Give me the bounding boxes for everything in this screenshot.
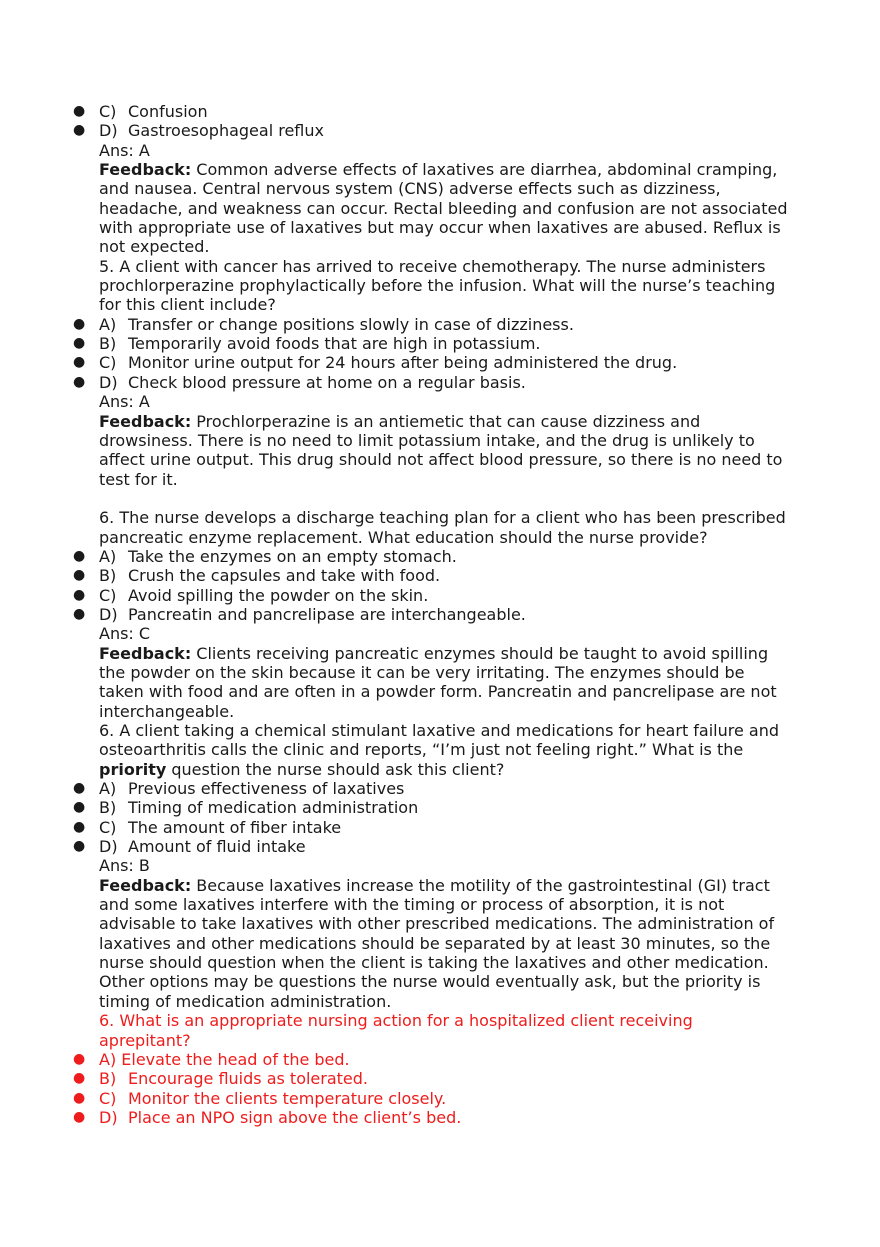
option-letter: C) — [99, 817, 117, 837]
feedback-label: Feedback: — [99, 875, 192, 895]
question-text: question the nurse should ask this client? — [166, 759, 505, 779]
bullet-icon: ● — [73, 1070, 86, 1087]
q5-option-b — [0, 334, 880, 353]
option-text: Take the enzymes on an empty stomach. — [128, 546, 457, 566]
q6a-option-c — [0, 586, 880, 605]
option-text: Encourage fluids as tolerated. — [128, 1069, 369, 1089]
option-letter: A) — [99, 779, 117, 799]
q6a-option-a — [0, 547, 880, 566]
q5-feedback — [0, 412, 880, 489]
option-letter: B) — [99, 334, 117, 354]
q6a-answer: Ans: C — [99, 624, 151, 644]
option-letter: B) — [99, 566, 117, 586]
q4-feedback — [0, 160, 880, 257]
q6b-option-d — [0, 837, 880, 856]
q6b-answer: Ans: B — [99, 856, 150, 876]
q6b-option-b — [0, 798, 880, 817]
option-text: Monitor urine output for 24 hours after being administered the drug. — [128, 353, 678, 373]
feedback-text: Common adverse effects of laxatives are diarrhea, abdominal cramping, and nausea. Central nervous system (CNS) adverse effects such as dizziness, headache, and weakness can occur. Rectal bleeding and confusion are not associated with appropriate use of laxatives but may occur when laxatives are abused. Reflux is not expected. — [99, 160, 788, 257]
feedback-text: Clients receiving pancreatic enzymes should be taught to avoid spilling the powder on the skin because it can be very irritating. The enzymes should be taken with food and are often in a powder form. Pancreatin and pancrelipase are not interchangeable. — [99, 643, 777, 721]
q5-option-c — [0, 353, 880, 372]
option-text: Amount of fluid intake — [128, 837, 306, 857]
option-letter: A) — [99, 1049, 117, 1069]
option-text: Monitor the clients temperature closely. — [128, 1088, 447, 1108]
bullet-icon: ● — [73, 547, 86, 564]
q6b-option-a — [0, 779, 880, 798]
bullet-icon: ● — [73, 103, 86, 119]
option-text: Gastroesophageal reflux — [128, 121, 324, 141]
feedback-label: Feedback: — [99, 411, 192, 431]
option-text: Pancreatin and pancrelipase are interchangeable. — [128, 604, 526, 624]
bullet-icon: ● — [73, 335, 86, 352]
q5-question: 5. A client with cancer has arrived to receive chemotherapy. The nurse administers prochlorperazine prophylactically before the infusion. What will the nurse’s teaching for this client include? — [99, 256, 776, 315]
option-text: The amount of fiber intake — [128, 817, 342, 837]
q6a-feedback — [0, 644, 880, 721]
q6c-option-d — [0, 1108, 880, 1127]
q6c-question: 6. What is an appropriate nursing action for a hospitalized client receiving aprepitant? — [99, 1011, 693, 1050]
option-letter: C) — [99, 1088, 117, 1108]
bullet-icon: ● — [73, 315, 86, 332]
spacer — [0, 489, 880, 508]
document-content — [0, 102, 880, 1127]
bullet-icon: ● — [73, 1108, 86, 1125]
option-letter: D) — [99, 1107, 118, 1127]
option-letter: D) — [99, 837, 118, 857]
q6a-option-d — [0, 605, 880, 624]
option-text: Elevate the head of the bed. — [121, 1049, 350, 1069]
bullet-icon: ● — [73, 780, 86, 797]
option-text: Place an NPO sign above the client’s bed. — [128, 1107, 462, 1127]
bullet-icon: ● — [73, 818, 86, 835]
q6c-option-c — [0, 1089, 880, 1108]
option-text: Confusion — [128, 102, 208, 121]
bullet-icon: ● — [73, 122, 86, 139]
bullet-icon: ● — [73, 567, 86, 584]
question-emphasis: priority — [99, 759, 167, 779]
option-text: Crush the capsules and take with food. — [128, 566, 441, 586]
q6c-option-b — [0, 1069, 880, 1088]
bullet-icon: ● — [73, 605, 86, 622]
bullet-icon: ● — [73, 1050, 86, 1067]
bullet-icon: ● — [73, 838, 86, 855]
option-text: Transfer or change positions slowly in case of dizziness. — [128, 314, 574, 334]
option-text: Avoid spilling the powder on the skin. — [128, 585, 429, 605]
q5-option-a — [0, 315, 880, 334]
option-letter: C) — [99, 353, 117, 373]
question-text: 6. A client taking a chemical stimulant laxative and medications for heart failure and osteoarthritis calls the clinic and reports, “I’m just not feeling right.” What is the — [99, 721, 780, 760]
option-text: Temporarily avoid foods that are high in potassium. — [128, 334, 541, 354]
option-letter: C) — [99, 102, 117, 121]
bullet-icon: ● — [73, 586, 86, 603]
option-letter: A) — [99, 546, 117, 566]
bullet-icon: ● — [73, 1089, 86, 1106]
feedback-text: Because laxatives increase the motility of the gastrointestinal (GI) tract and some laxatives interfere with the timing or process of absorption, it is not advisable to take laxatives with other prescribed medications. The administration of laxatives and other medications should be separated by at least 30 minutes, so the nurse should question when the client is taking the laxatives and other medication. Other options may be questions the nurse would eventually ask, but the priority is timing of medication administration. — [99, 875, 775, 1011]
q6c-option-a — [0, 1050, 880, 1069]
q4-option-d — [0, 121, 880, 140]
option-letter: B) — [99, 798, 117, 818]
feedback-label: Feedback: — [99, 643, 192, 663]
feedback-label: Feedback: — [99, 160, 192, 180]
q5-answer: Ans: A — [99, 392, 150, 412]
q6b-option-c — [0, 818, 880, 837]
q6b-question — [0, 721, 880, 779]
option-letter: B) — [99, 1069, 117, 1089]
option-text: Timing of medication administration — [128, 798, 419, 818]
option-letter: D) — [99, 372, 118, 392]
option-text: Previous effectiveness of laxatives — [128, 779, 405, 799]
bullet-icon: ● — [73, 799, 86, 816]
feedback-text: Prochlorperazine is an antiemetic that can cause dizziness and drowsiness. There is no need to limit potassium intake, and the drug is unlikely to affect urine output. This drug should not affect blood pressure, so there is no need to test for it. — [99, 411, 783, 489]
q6a-question: 6. The nurse develops a discharge teaching plan for a client who has been prescribed pancreatic enzyme replacement. What education should the nurse provide? — [99, 508, 786, 547]
q4-option-c — [0, 102, 880, 121]
option-text: Check blood pressure at home on a regular basis. — [128, 372, 526, 392]
q5-option-d — [0, 373, 880, 392]
bullet-icon: ● — [73, 354, 86, 371]
q4-answer: Ans: A — [99, 140, 150, 160]
option-letter: C) — [99, 585, 117, 605]
option-letter: D) — [99, 604, 118, 624]
bullet-icon: ● — [73, 373, 86, 390]
q6a-option-b — [0, 566, 880, 585]
q6b-feedback — [0, 876, 880, 1011]
option-letter: D) — [99, 121, 118, 141]
option-letter: A) — [99, 314, 117, 334]
